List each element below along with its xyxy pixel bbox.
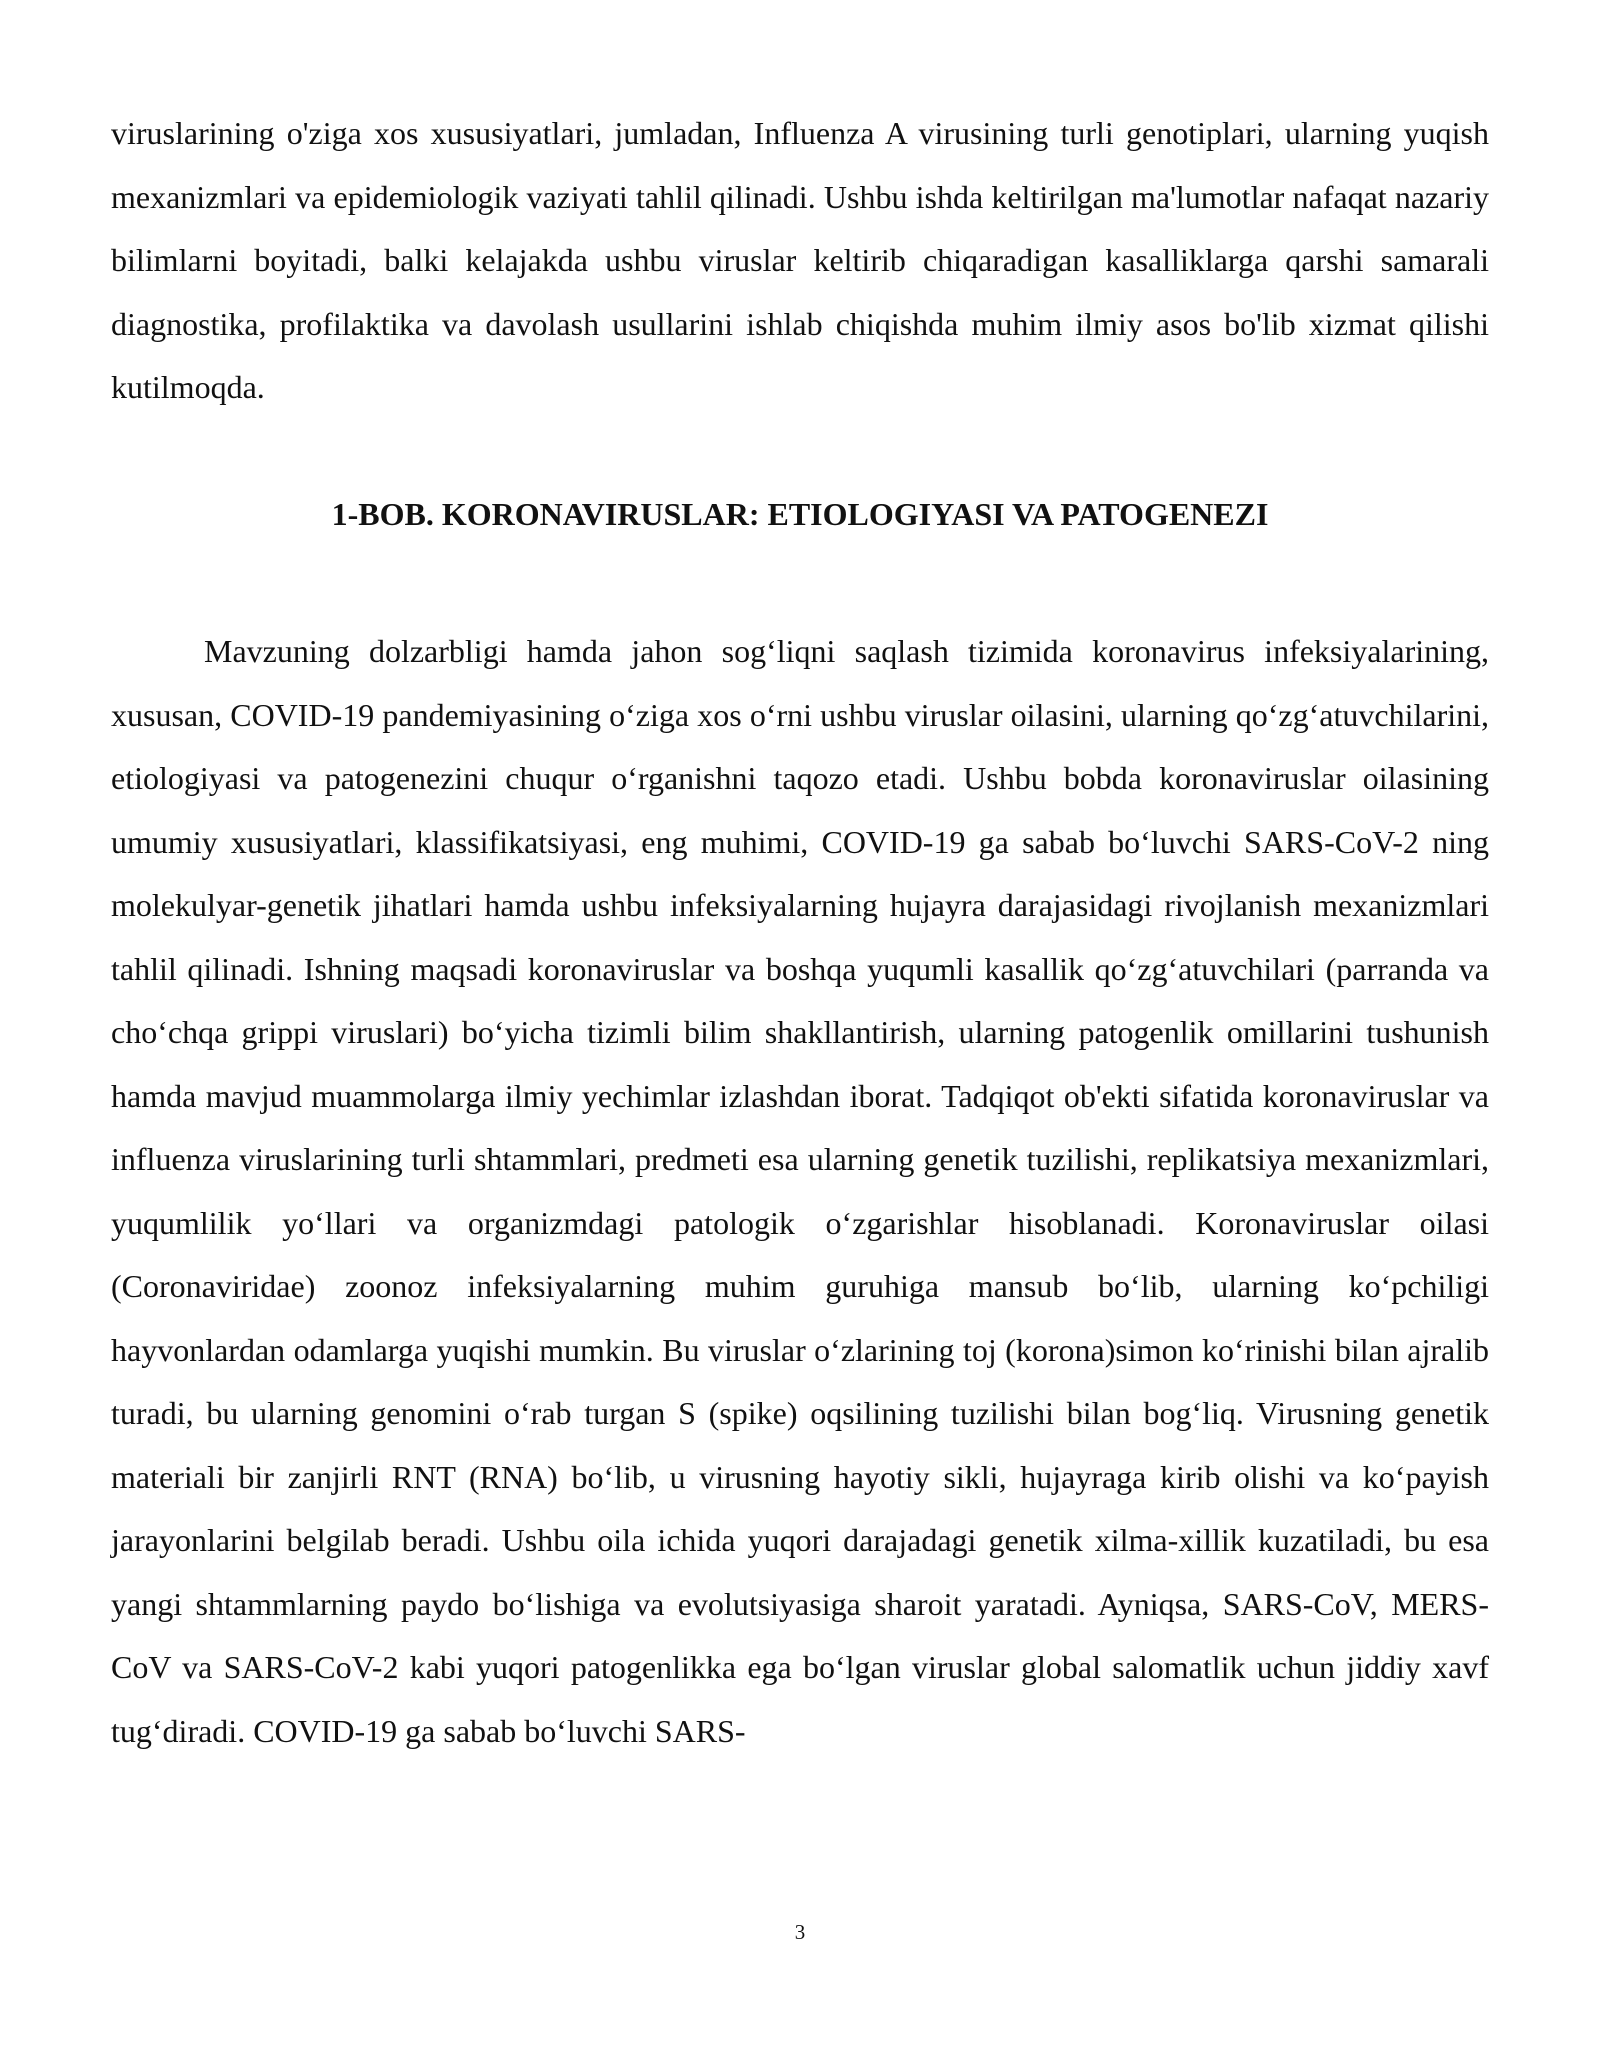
chapter-intro-paragraph: Mavzuning dolzarbligi hamda jahon sog‘liqni saqlash tizimida koronavirus infeksiyalarining, xususan, COVID-19 pandemiyasining o‘ziga xos o‘rni ushbu viruslar oilasini, ularning qo‘zg‘atuvchilarini, etiologiyasi va patogenezini chuqur o‘rganishni taqozo etadi. Ushbu bobda koronaviruslar oilasining umumiy xususiyatlari, klassifikatsiyasi, eng muhimi, COVID-19 ga sabab bo‘luvchi SARS-CoV-2 ning molekulyar-genetik jihatlari hamda ushbu infeksiyalarning hujayra darajasidagi rivojlanish mexanizmlari tahlil qilinadi. Ishning maqsadi koronaviruslar va boshqa yuqumli kasallik qo‘zg‘atuvchilari (parranda va cho‘chqa grippi viruslari) bo‘yicha tizimli bilim shakllantirish, ularning patogenlik omillarini tushunish hamda mavjud muammolarga ilmiy yechimlar izlashdan iborat. Tadqiqot ob'ekti sifatida koronaviruslar va influenza viruslarining turli shtammlari, predmeti esa ularning genetik tuzilishi, replikatsiya mexanizmlari, yuqumlilik yo‘llari va organizmdagi patologik o‘zgarishlar hisoblanadi. Koronaviruslar oilasi (Coronaviridae) zoonoz infeksiyalarning muhim guruhiga mansub bo‘lib, ularning ko‘pchiligi hayvonlardan odamlarga yuqishi mumkin. Bu viruslar o‘zlarining toj (korona)simon ko‘rinishi bilan ajralib turadi, bu ularning genomini o‘rab turgan S (spike) oqsilining tuzilishi bilan bog‘liq. Virusning genetik materiali bir zanjirli RNT (RNA) bo‘lib, u virusning hayotiy sikli, hujayraga kirib olishi va ko‘payish jarayonlarini belgilab beradi. Ushbu oila ichida yuqori darajadagi genetik xilma-xillik kuzatiladi, bu esa yangi shtammlarning paydo bo‘lishiga va evolutsiyasiga sharoit yaratadi. Ayniqsa, SARS-CoV, MERS-CoV va SARS-CoV-2 kabi yuqori patogenlikka ega bo‘lgan viruslar global salomatlik uchun jiddiy xavf tug‘diradi. COVID-19 ga sabab bo‘luvchi SARS-: [111, 633, 1489, 1749]
chapter-title: 1-BOB. KORONAVIRUSLAR: ETIOLOGIYASI VA PATOGENEZI: [331, 496, 1269, 532]
continuation-paragraph: viruslarining o'ziga xos xususiyatlari, jumladan, Influenza A virusining turli genotiplari, ularning yuqish mexanizmlari va epidemiologik vaziyati tahlil qilinadi. Ushbu ishda keltirilgan ma'lumotlar nafaqat nazariy bilimlarni boyitadi, balki kelajakda ushbu viruslar keltirib chiqaradigan kasalliklarga qarshi samarali diagnostika, profilaktika va davolash usullarini ishlab chiqishda muhim ilmiy asos bo'lib xizmat qilishi kutilmoqda.: [111, 115, 1489, 405]
page-number: 3: [794, 1920, 806, 1944]
